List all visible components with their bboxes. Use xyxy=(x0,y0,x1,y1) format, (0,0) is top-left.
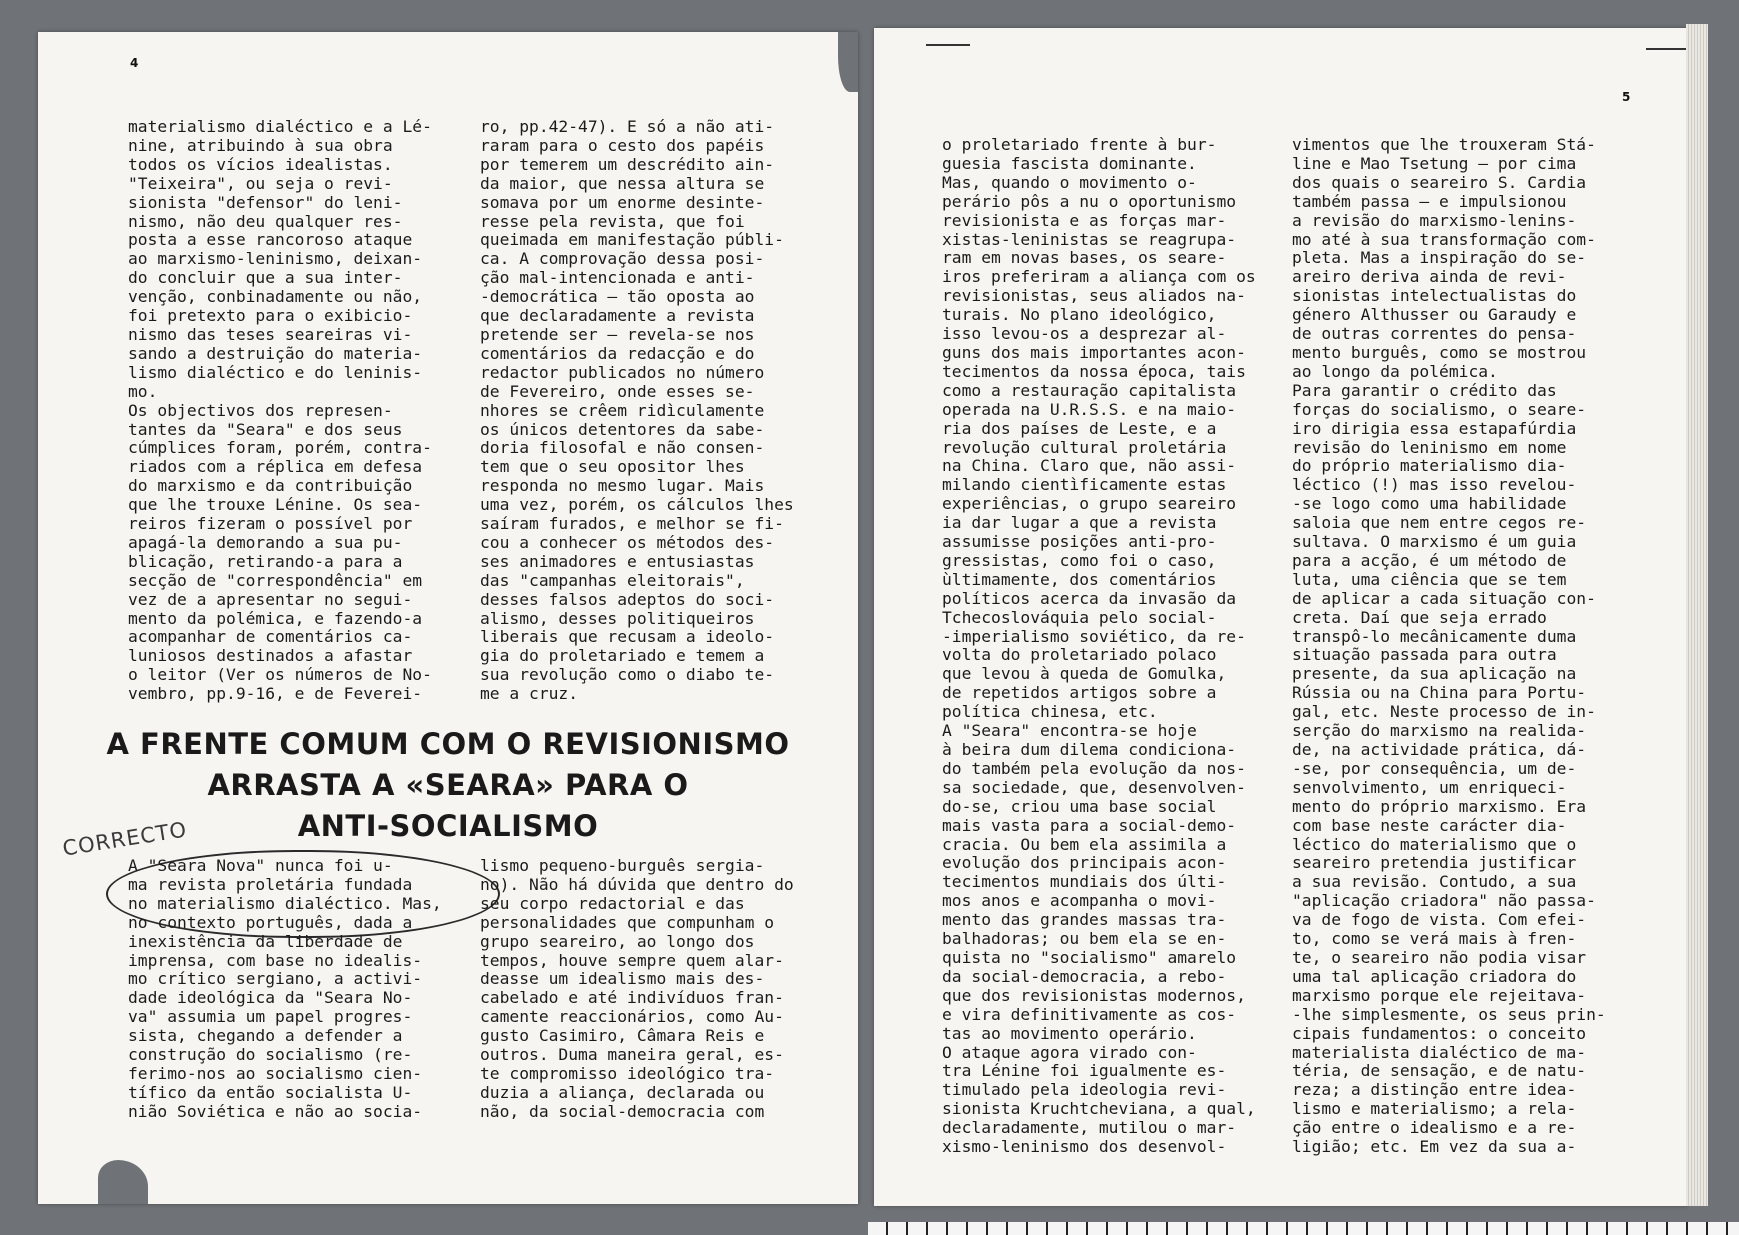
text-column: lismo pequeno-burguês sergia- no). Não há dúvida que dentro do seu corpo redactorial e das personalidades que compunham o grupo seareiro, ao longo dos tempos, houve sempre quem alar- deasse um idealismo mais des- cabelado e até indivíduos fran- camente reaccionários, como Au- gusto Casimiro, Câmara Reis e outros. Duma maneira geral, es- te compromisso ideológico tra- duzia a aliança, declarada ou não, da social-democracia com xyxy=(480,856,794,1121)
text-column: vimentos que lhe trouxeram Stá- line e Mao Tsetung — por cima dos quais o seareiro S. Cardia também passa — e impulsionou a revisão do marxismo-lenins- mo até à sua transformação com- pleta. Mas a inspiração do se- areiro deriva ainda de revi- sionistas intelectualistas do género Althusser ou Garaudy e de outras correntes do pensa- mento burguês, como se mostrou ao longo da polémica. Para garantir o crédito das forças do socialismo, o seare- iro dirigia essa estapafúrdia revisão do leninismo em nome do próprio materialismo dia- léctico (!) mas isso revelou- -se logo como uma habilidade saloia que nem entre cegos re- sultava. O marxismo é um guia para a acção, é um método de luta, uma ciência que se tem de aplicar a cada situação con- creta. Daí que seja errado transpô-lo mecânicamente duma situação passada para outra presente, da sua aplicação na Rússia ou na China para Portu- gal, etc. Neste processo de in- serção do marxismo na realida- de, na actividade prática, dá- -se, por consequência, um de- senvolvimento, um enriqueci- mento do próprio marxismo. Era com base neste carácter dia- léctico do materialismo que o seareiro pretendia justificar a sua revisão. Contudo, a sua "aplicação criadora" não passa- va de fogo de vista. Com efei- to, como se verá mais à fren- te, o seareiro não podia visar uma tal aplicação criadora do marxismo porque ele rejeitava- -lhe simplesmente, os seus prin- cipais fundamentos: o conceito materialista dialéctico de ma- téria, de sensação, e de natu- reza; a distinção entre idea- lismo e materialismo; a rela- ção entre o idealismo e a re- ligião; etc. Em vez da sua a- xyxy=(1292,135,1606,1157)
margin-mark xyxy=(1646,48,1686,50)
handwritten-note: CORRECTO xyxy=(60,817,189,861)
text-column: ro, pp.42-47). E só a não ati- raram para o cesto dos papéis por temerem um descrédito ain- da maior, que nessa altura se somava por um enorme desinte- resse pela revista, que foi queimada em manifestação públi- ca. A comprovação dessa posi- ção mal-intencionada e anti- -democrática — tão oposta ao que declaradamente a revista pretende ser — revela-se nos comentários da redacção e do redactor publicados no número de Fevereiro, onde esses se- nhores se crêem ridìculamente os únicos detentores da sabe- doria filosofal e não consen- tem que o seu opositor lhes responda no mesmo lugar. Mais uma vez, porém, os cálculos lhes saíram furados, e melhor se fi- cou a conhecer os métodos des- ses animadores e entusiastas das "campanhas eleitorais", desses falsos adeptos do soci- alismo, desses politiqueiros liberais que recusam a ideolo- gia do proletariado e temem a sua revolução como o diabo te- me a cruz. xyxy=(480,117,794,704)
article-headline: A FRENTE COMUM COM O REVISIONISMO ARRASTA A «SEARA» PARA O ANTI-SOCIALISMO xyxy=(106,727,790,843)
text-column: A "Seara Nova" nunca foi u- ma revista proletária fundada no materialismo dialéctico. Mas, no contexto português, dada a inexistência da liberdade de imprensa, com base no idealis- mo crítico sergiano, a activi- dade ideológica da "Seara No- va" assumia um papel progres- sista, chegando a defender a construção do socialismo (re- ferimo-nos ao socialismo cien- tífico da então socialista U- nião Soviética e não ao socia- xyxy=(128,856,442,1121)
right-page xyxy=(874,28,1688,1206)
page-stack-edge xyxy=(1686,24,1708,1206)
torn-corner xyxy=(98,1160,148,1204)
margin-mark xyxy=(926,44,970,46)
page-number: 4 xyxy=(130,56,139,70)
page-number: 5 xyxy=(1622,90,1631,104)
torn-edge xyxy=(838,32,858,92)
scale-ruler xyxy=(868,1222,1739,1235)
text-column: materialismo dialéctico e a Lé- nine, atribuindo à sua obra todos os vícios idealistas. "Teixeira", ou seja o revi- sionista "defensor" do leni- nismo, não deu qualquer res- posta a esse rancoroso ataque ao marxismo-leninismo, deixan- do concluir que a sua inter- venção, conbinadamente ou não, foi pretexto para o exibicio- nismo das teses seareiras vi- sando a destruição do materia- lismo dialéctico e do leninis- mo. Os objectivos dos represen- tantes da "Seara" e dos seus cúmplices foram, porém, contra- riados com a réplica em defesa do marxismo e da contribuição que lhe trouxe Lénine. Os sea- reiros fizeram o possível por apagá-la demorando a sua pu- blicação, retirando-a para a secção de "correspondência" em vez de a apresentar no segui- mento da polémica, e fazendo-a acompanhar de comentários ca- luniosos destinados a afastar o leitor (Ver os números de No- vembro, pp.9-16, e de Feverei- xyxy=(128,117,432,704)
text-column: o proletariado frente à bur- guesia fascista dominante. Mas, quando o movimento o- perário pôs a nu o oportunismo revisionista e as forças mar- xistas-leninistas se reagrupa- ram em novas bases, os seare- iros preferiram a aliança com os revisionistas, seus aliados na- turais. No plano ideológico, isso levou-os a desprezar al- guns dos mais importantes acon- tecimentos da nossa época, tais como a restauração capitalista operada na U.R.S.S. e na maio- ria dos países de Leste, e a revolução cultural proletária na China. Claro que, não assi- milando cientìficamente estas experiências, o grupo seareiro ia dar lugar a que a revista assumisse posições anti-pro- gressistas, como foi o caso, ùltimamente, dos comentários políticos acerca da invasão da Tchecoslováquia pelo social- -imperialismo soviético, da re- volta do proletariado polaco que levou à queda de Gomulka, de repetidos artigos sobre a política chinesa, etc. A "Seara" encontra-se hoje à beira dum dilema condiciona- do também pela evolução da nos- sa sociedade, que, desenvolven- do-se, criou uma base social mais vasta para a social-demo- cracia. Ou bem ela assimila a evolução dos principais acon- tecimentos mundiais dos últi- mos anos e acompanha o movi- mento das grandes massas tra- balhadoras; ou bem ela se en- quista no "socialismo" amarelo da social-democracia, a rebo- que dos revisionistas modernos, e vira definitivamente as cos- tas ao movimento operário. O ataque agora virado con- tra Lénine foi igualmente es- timulado pela ideologia revi- sionista Kruchtcheviana, a qual, declaradamente, mutilou o mar- xismo-leninismo dos desenvol- xyxy=(942,135,1256,1157)
left-page xyxy=(38,32,858,1204)
